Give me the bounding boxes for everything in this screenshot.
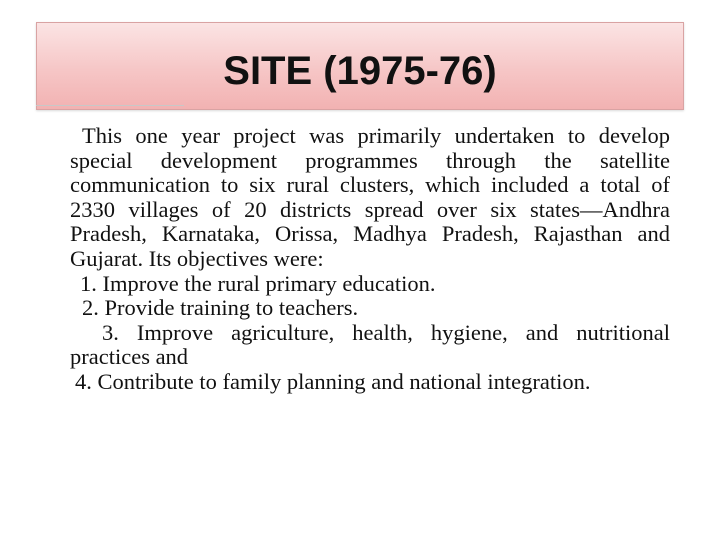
objective-item-1: 1. Improve the rural primary education. — [80, 270, 436, 296]
objective-item-3: 3. Improve agriculture, health, hygiene, and nutritional practices and — [70, 319, 670, 370]
objective-item-4: 4. Contribute to family planning and national integration. — [75, 368, 591, 394]
slide-body — [70, 124, 670, 395]
objective-item-2: 2. Provide training to teachers. — [82, 295, 359, 321]
slide-title: SITE (1975-76) — [223, 49, 497, 93]
title-divider — [36, 105, 184, 106]
intro-paragraph: This one year project was primarily undertaken to develop special development programmes through the satellite communication to six rural clusters, which included a total of 2330 villages of 20 districts spread over six states—Andhra Pradesh, Karnataka, Orissa, Madhya Pradesh, Rajasthan and Gujarat. Its objectives were: — [70, 123, 670, 271]
title-banner — [36, 22, 684, 110]
